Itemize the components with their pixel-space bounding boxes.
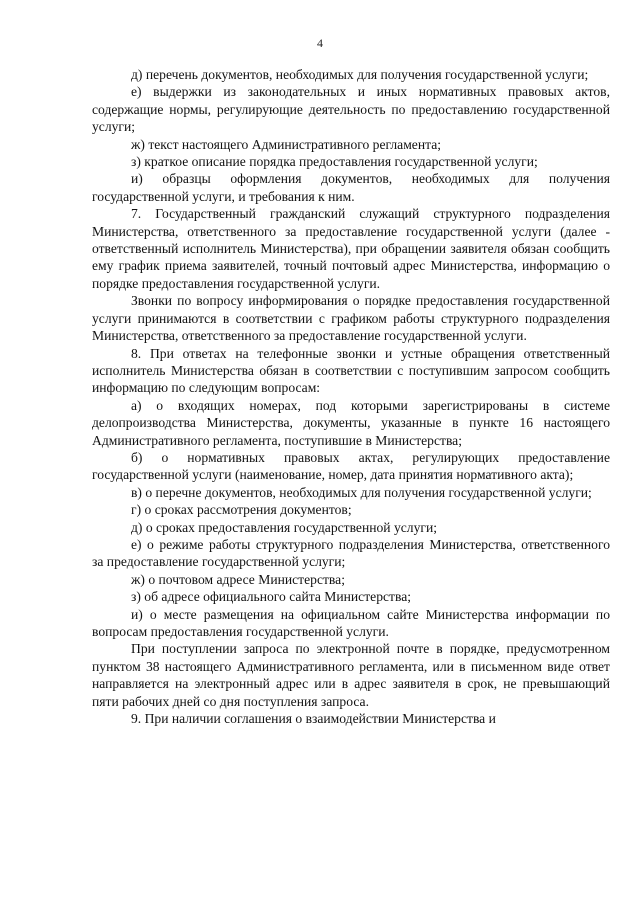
paragraph: ж) текст настоящего Административного регламента; [131, 136, 442, 152]
paragraph: а) о входящих номерах, под которыми зарегистрированы в системе делопроизводства Министерства, документы, указанные в пункте 16 настоящего Административного регламента, поступившие в Министерства; [92, 397, 610, 448]
paragraph: г) о сроках рассмотрения документов; [131, 502, 352, 518]
paragraph: б) о нормативных правовых актах, регулирующих предоставление государственной услуги (наименование, номер, дата принятия нормативного акта); [92, 449, 610, 483]
paragraph: д) о сроках предоставления государственной услуги; [131, 519, 438, 535]
paragraph: и) о месте размещения на официальном сайте Министерства информации по вопросам предоставления государственной услуги. [92, 606, 610, 639]
paragraph: и) образцы оформления документов, необходимых для получения государственной услуги, и требования к ним. [92, 171, 610, 204]
paragraph: 9. При наличии соглашения о взаимодействии Министерства и [131, 711, 496, 727]
paragraph: з) об адресе официального сайта Министерства; [131, 589, 412, 605]
paragraph: е) о режиме работы структурного подразделения Министерства, ответственного за предоставление государственной услуги; [92, 536, 610, 570]
document-body [92, 66, 610, 727]
paragraph: е) выдержки из законодательных и иных нормативных правовых актов, содержащие нормы, регулирующие деятельность по предоставлению государственной услуги; [92, 84, 610, 135]
paragraph: 7. Государственный гражданский служащий структурного подразделения Министерства, ответственного за предоставление государственной услуги (далее - ответственный исполнитель Министерства), при обращении заявителя обязан сообщить ему график приема заявителей, точный почтовый адрес Министерства, информацию о порядке предоставления государственной услуги. [92, 206, 610, 291]
page-number: 4 [317, 36, 323, 50]
paragraph: з) краткое описание порядка предоставления государственной услуги; [131, 154, 538, 170]
paragraph: д) перечень документов, необходимых для получения государственной услуги; [131, 67, 589, 82]
paragraph: в) о перечне документов, необходимых для получения государственной услуги; [131, 484, 592, 500]
paragraph: Звонки по вопросу информирования о порядке предоставления государственной услуги принимаются в соответствии с графиком работы структурного подразделения Министерства, ответственного за предоставление государственной услуги. [92, 293, 610, 344]
paragraph: ж) о почтовом адресе Министерства; [131, 571, 345, 587]
paragraph: При поступлении запроса по электронной почте в порядке, предусмотренном пунктом 38 настоящего Административного регламента, или в письменном виде ответ направляется на электронный адрес или в адрес заявителя в срок, не превышающий пяти рабочих дней со дня поступления запроса. [92, 641, 610, 709]
paragraph: 8. При ответах на телефонные звонки и устные обращения ответственный исполнитель Министерства обязан в соответствии с поступившим запросом сообщить информацию по следующим вопросам: [92, 345, 610, 396]
